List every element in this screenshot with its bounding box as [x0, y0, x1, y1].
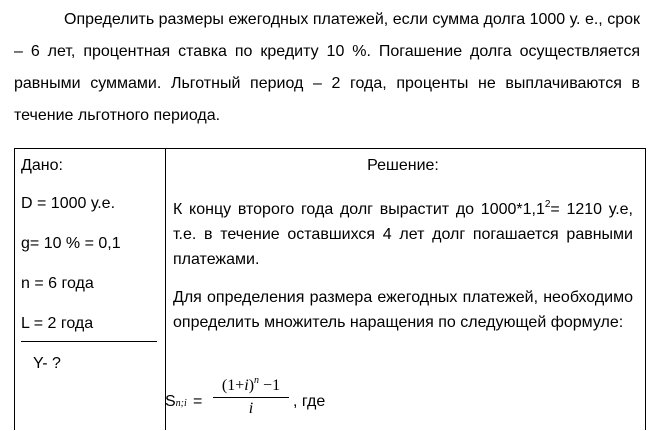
- numerator-exponent: n: [254, 375, 260, 386]
- numerator-close: ): [248, 377, 255, 394]
- formula-s: S: [165, 393, 176, 410]
- solution-p1-exponent: 2: [544, 199, 551, 210]
- solution-p1-after: = 1210 у.е, т.е. в течение оставшихся 4 лет долг погашается равными платежами.: [173, 201, 633, 268]
- solution-paragraph-1: [173, 192, 633, 272]
- solution-heading: Решение:: [367, 157, 439, 174]
- formula-symbol: [165, 393, 187, 411]
- formula-subscript: n;i: [175, 398, 187, 409]
- formula-numerator: [211, 375, 291, 395]
- formula-fraction: [211, 375, 291, 418]
- numerator-i: i: [244, 377, 249, 394]
- problem-text: Определить размеры ежегодных платежей, если сумма долга 1000 у. е., срок – 6 лет, процентная ставка по кредиту 10 %. Погашение долга осуществляется равными суммами. Льготный период – 2 года, проценты не выплачиваются в течение льготного периода.: [14, 11, 640, 124]
- given-item-debt: D = 1000 у.е.: [21, 195, 116, 212]
- accumulation-formula: [165, 371, 485, 431]
- formula-equals: =: [193, 393, 203, 410]
- solution-table: [14, 148, 646, 430]
- formula-denominator: i: [248, 400, 254, 417]
- unknown-value: Y- ?: [33, 355, 61, 372]
- numerator-minus-one: −1: [259, 377, 281, 394]
- problem-statement: [14, 4, 640, 132]
- given-item-rate: g= 10 % = 0,1: [21, 235, 121, 252]
- solution-p1-before: К концу второго года долг вырастит до 1000*1,1: [173, 201, 545, 218]
- numerator-open: (1+: [221, 377, 245, 394]
- given-heading: Дано:: [21, 157, 63, 174]
- solution-paragraph-2: Для определения размера ежегодных платежей, необходимо определить множитель наращения по следующей формуле:: [173, 289, 633, 331]
- given-item-grace: L = 2 года: [21, 315, 94, 332]
- given-separator: [21, 341, 157, 342]
- formula-tail: , где: [293, 393, 326, 410]
- given-item-term: n = 6 года: [21, 275, 94, 292]
- fraction-bar: [213, 397, 289, 398]
